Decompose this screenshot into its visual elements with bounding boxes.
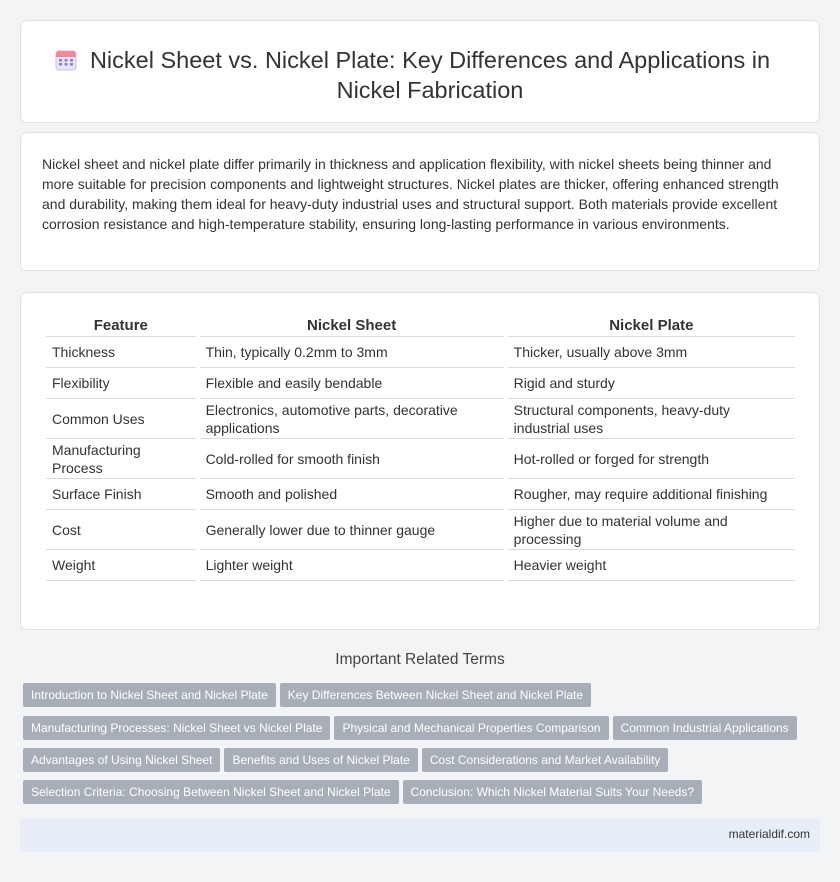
table-row (46, 439, 795, 479)
intro-paragraph: Nickel sheet and nickel plate differ primarily in thickness and application flexibility, with nickel sheets being thinner and more suitable for precision components and lightweight structures. Nickel plates are thicker, offering enhanced strength and durability, making them ideal for heavy-duty industrial uses and structural support. Both materials provide excellent corrosion resistance and high-temperature stability, ensuring long-lasting performance in various environments. (42, 156, 779, 232)
header-nickel-plate: Nickel Plate (508, 315, 795, 337)
intro-card (20, 132, 820, 271)
related-term-tag[interactable]: Key Differences Between Nickel Sheet and Nickel Plate (280, 683, 591, 707)
footer-site-link[interactable]: materialdif.com (728, 827, 810, 841)
sheet-cell: Electronics, automotive parts, decorative applications (200, 399, 504, 439)
feature-cell: Thickness (46, 337, 196, 368)
comparison-table (42, 315, 799, 581)
header-feature: Feature (46, 315, 196, 337)
comparison-table-card (20, 292, 820, 630)
sheet-cell: Lighter weight (200, 550, 504, 581)
feature-cell: Cost (46, 510, 196, 550)
sheet-cell: Generally lower due to thinner gauge (200, 510, 504, 550)
sheet-cell: Smooth and polished (200, 479, 504, 510)
table-header-row (46, 315, 795, 337)
feature-cell: Weight (46, 550, 196, 581)
sheet-cell: Cold-rolled for smooth finish (200, 439, 504, 479)
table-row (46, 550, 795, 581)
sheet-cell: Flexible and easily bendable (200, 368, 504, 399)
tag-row (23, 748, 672, 772)
tag-row (23, 716, 801, 740)
table-row (46, 510, 795, 550)
related-term-tag[interactable]: Benefits and Uses of Nickel Plate (224, 748, 417, 772)
plate-cell: Structural components, heavy-duty industrial uses (508, 399, 795, 439)
table-row (46, 337, 795, 368)
feature-cell: Surface Finish (46, 479, 196, 510)
plate-cell: Higher due to material volume and processing (508, 510, 795, 550)
title-card (20, 20, 820, 123)
feature-cell: Flexibility (46, 368, 196, 399)
related-term-tag[interactable]: Physical and Mechanical Properties Comparison (334, 716, 608, 740)
sheet-cell: Thin, typically 0.2mm to 3mm (200, 337, 504, 368)
related-term-tag[interactable]: Manufacturing Processes: Nickel Sheet vs Nickel Plate (23, 716, 330, 740)
table-row (46, 399, 795, 439)
related-term-tag[interactable]: Cost Considerations and Market Availability (422, 748, 669, 772)
feature-cell: Common Uses (46, 399, 196, 439)
related-term-tag[interactable]: Introduction to Nickel Sheet and Nickel Plate (23, 683, 276, 707)
feature-cell: Manufacturing Process (46, 439, 196, 479)
related-term-tag[interactable]: Conclusion: Which Nickel Material Suits Your Needs? (403, 780, 702, 804)
plate-cell: Rougher, may require additional finishing (508, 479, 795, 510)
plate-cell: Rigid and sturdy (508, 368, 795, 399)
related-terms-title: Important Related Terms (335, 651, 505, 668)
plate-cell: Hot-rolled or forged for strength (508, 439, 795, 479)
tag-row (23, 780, 706, 804)
related-term-tag[interactable]: Advantages of Using Nickel Sheet (23, 748, 220, 772)
related-term-tag[interactable]: Selection Criteria: Choosing Between Nickel Sheet and Nickel Plate (23, 780, 399, 804)
table-row (46, 479, 795, 510)
table-row (46, 368, 795, 399)
footer (20, 818, 820, 852)
tag-row (23, 683, 595, 707)
plate-cell: Thicker, usually above 3mm (508, 337, 795, 368)
page-title: Nickel Sheet vs. Nickel Plate: Key Differences and Applications in Nickel Fabrication (89, 47, 771, 103)
related-term-tag[interactable]: Common Industrial Applications (613, 716, 797, 740)
header-nickel-sheet: Nickel Sheet (200, 315, 504, 337)
plate-cell: Heavier weight (508, 550, 795, 581)
